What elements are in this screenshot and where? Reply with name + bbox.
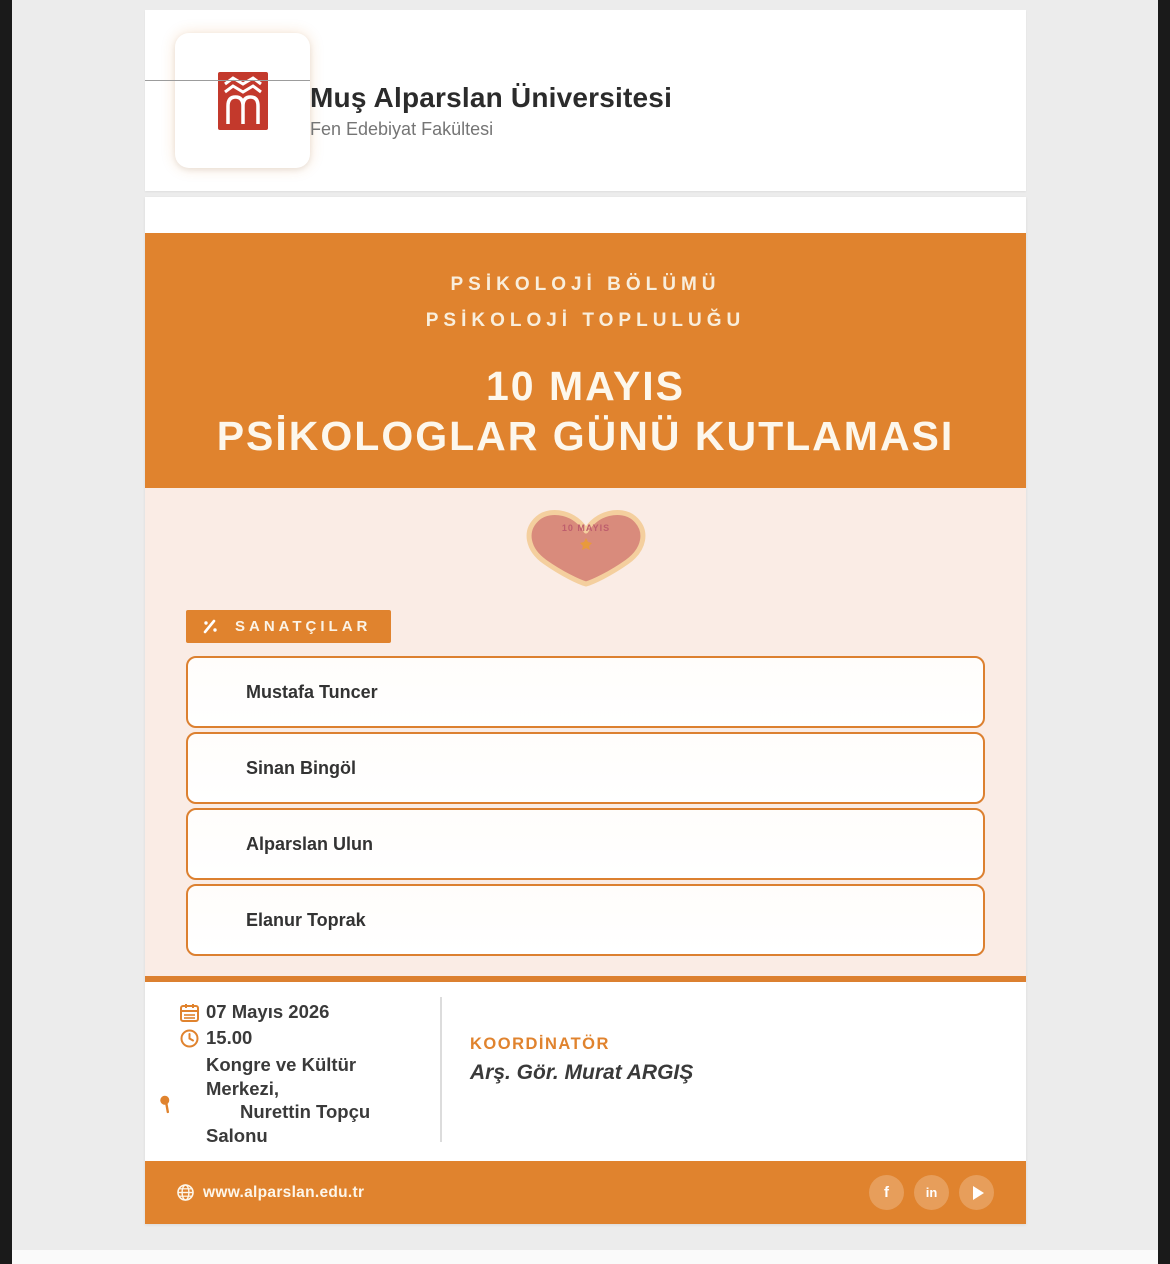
event-date: 07 Mayıs 2026	[206, 1001, 330, 1022]
poster-top-padding	[145, 197, 1026, 233]
coordinator-block	[470, 1035, 693, 1085]
play-icon	[973, 1186, 984, 1200]
event-details	[180, 1001, 435, 1148]
footer-bar	[145, 1161, 1026, 1224]
location-pin-icon	[153, 1090, 179, 1116]
page-background	[12, 0, 1158, 1264]
poster-pink-section	[145, 488, 1026, 976]
facebook-icon: f	[884, 1184, 889, 1201]
event-time: 15.00	[206, 1027, 253, 1048]
globe-icon	[177, 1184, 194, 1201]
event-time-row	[180, 1027, 435, 1049]
club-line: PSİKOLOJİ TOPLULUĞU	[425, 310, 746, 331]
event-title-line1: 10 MAYIS	[485, 363, 686, 409]
venue-line3: Nurettin Topçu	[240, 1101, 371, 1123]
artist-name: Sinan Bingöl	[246, 757, 356, 778]
header-card	[145, 10, 1026, 191]
facebook-button[interactable]	[869, 1175, 904, 1210]
poster	[145, 10, 1026, 1224]
event-banner	[145, 233, 1026, 488]
header-divider-line	[145, 80, 310, 81]
venue-line4: Salonu	[206, 1125, 268, 1147]
clock-icon	[180, 1029, 199, 1048]
artist-name: Mustafa Tuncer	[246, 681, 378, 702]
youtube-button[interactable]	[959, 1175, 994, 1210]
vertical-divider	[440, 997, 442, 1142]
social-buttons	[869, 1175, 994, 1210]
event-venue	[180, 1053, 435, 1148]
artist-row	[186, 732, 985, 804]
artist-row	[186, 656, 985, 728]
heart-icon	[519, 505, 653, 589]
event-title-line2: PSİKOLOGLAR GÜNÜ KUTLAMASI	[216, 413, 955, 460]
artist-row	[186, 884, 985, 956]
poster-body	[145, 197, 1026, 1224]
coordinator-label: KOORDİNATÖR	[470, 1035, 610, 1053]
linkedin-button[interactable]	[914, 1175, 949, 1210]
event-title	[145, 361, 1026, 461]
artist-name: Elanur Toprak	[246, 909, 366, 930]
website-url: www.alparslan.edu.tr	[203, 1183, 365, 1201]
website-link[interactable]	[177, 1184, 364, 1202]
heart-label: 10 MAYIS	[561, 523, 610, 533]
header-text	[310, 82, 672, 140]
university-logo[interactable]	[175, 33, 310, 168]
university-name: Muş Alparslan Üniversitesi	[310, 82, 673, 113]
department-line: PSİKOLOJİ BÖLÜMÜ	[450, 274, 721, 295]
linkedin-icon: in	[925, 1185, 938, 1200]
event-info-section	[145, 982, 1026, 1161]
faculty-name: Fen Edebiyat Fakültesi	[310, 119, 494, 139]
coordinator-name: Arş. Gör. Murat ARGIŞ	[470, 1061, 694, 1084]
artists-section-header	[186, 610, 391, 643]
venue-line1: Kongre ve Kültür	[206, 1054, 357, 1075]
artist-row	[186, 808, 985, 880]
heart-illustration	[145, 488, 1026, 594]
event-date-row	[180, 1001, 435, 1023]
artist-name: Alparslan Ulun	[246, 833, 374, 854]
bottom-strip	[12, 1250, 1158, 1264]
artist-list	[186, 656, 985, 956]
venue-line2: Merkezi,	[206, 1077, 280, 1099]
calendar-icon	[180, 1003, 199, 1022]
artists-section-label: SANATÇILAR	[235, 618, 372, 635]
brush-icon	[202, 618, 219, 635]
